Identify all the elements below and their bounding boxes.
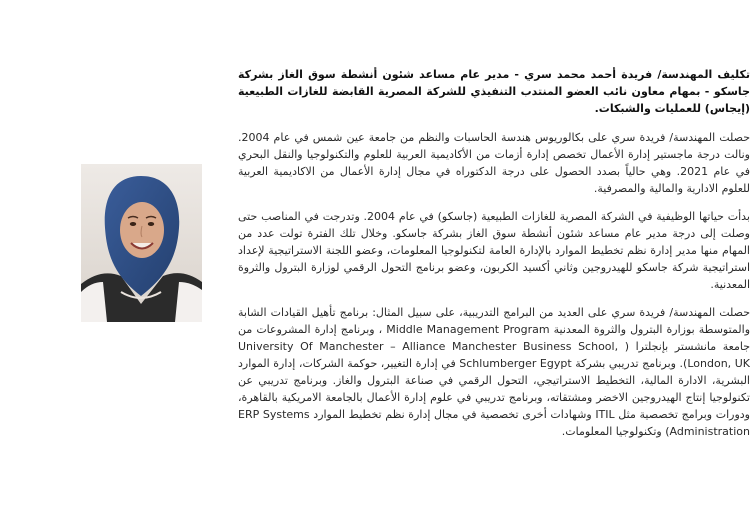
paragraph-career: بدأت حياتها الوظيفية في الشركة المصرية للغازات الطبيعية (جاسكو) في عام 2004. وتدرجت في المناصب حتى وصلت إلى درجة مدير عام مساعد شئون أنشطة سوق الغاز بشركة جاسكو. وخلال تلك الفترة تولت عدد من المهام منها مدير إدارة نظم تخطيط الموارد بالإدارة العامة لتكنولوجيا المعلومات، وعضو اللجنة الاستراتيجية لإعداد استراتيجية شركة جاسكو للهيدروجين وثاني أكسيد الكربون، وعضو برنامج التحول الرقمي لوزارة البترول والثروة المعدنية. [238, 210, 750, 291]
paragraph-education: حصلت المهندسة/ فريدة سري على بكالوريوس هندسة الحاسبات والنظم من جامعة عين شمس في عام 2004. ونالت درجة ماجستير إدارة الأعمال تخصص إدارة أزمات من الأكاديمية العربية للعلوم والتكنولوجيا والنقل البحري في عام 2021. وهي حالياً بصدد الحصول على درجة الدكتوراه في مجال إدارة الأعمال من الاكاديمية العربية للعلوم الادارية والمالية والمصرفية. [238, 131, 750, 195]
headline: تكليف المهندسة/ فريدة أحمد محمد سري - مدير عام مساعد شئون أنشطة سوق الغاز بشركة جاسكو - بمهام معاون نائب العضو المنتدب التنفيذي للشركة المصرية القابضة للغازات الطبيعية (إيجاس) للعمليات والشبكات. [238, 68, 750, 115]
paragraph-training: حصلت المهندسة/ فريدة سري على العديد من البرامج التدريبية، على سبيل المثال: برنامج تأهيل القيادات الشابة والمتوسطة بوزارة البترول والثروة المعدنية Middle Management Program ، وبرنامج إدارة المشروعات من جامعة مانشستر بإنجلترا ( University Of Manchester – Alliance Manchester Business School, London, UK). وبرنامج تدريبي بشركة Schlumberger Egypt في إدارة التغيير، حوكمة الشركات، إدارة الموارد البشرية، الادارة المالية، التخطيط الاستراتيجي، التحول الرقمي في صناعة البترول والغاز. وبرنامج تدريبي عن تكنولوجيا إنتاج الهيدروجين الاخضر ومشتقاته، وبرنامج تدريبي في علوم إدارة الأعمال بالجامعة الامريكية بالقاهرة، ودورات وبرامج تخصصية مثل ITIL وشهادات أخرى تخصصية في مجال إدارة نظم تخطيط الموارد ERP Systems Administration) وتكنولوجيا المعلومات. [238, 306, 750, 438]
portrait-photo [81, 164, 202, 322]
article-text [238, 66, 750, 440]
portrait-illustration [81, 164, 202, 322]
